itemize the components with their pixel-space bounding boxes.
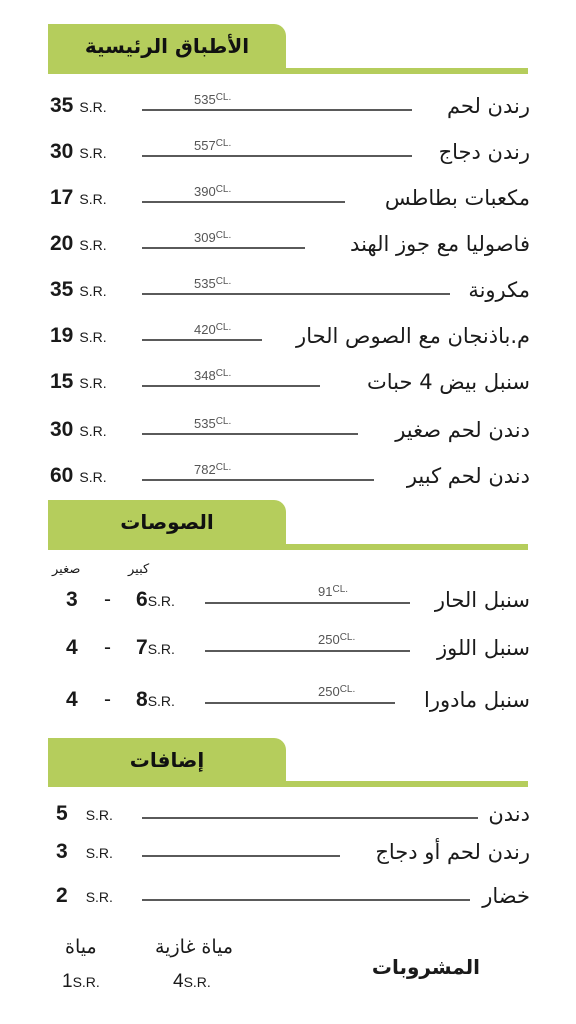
drinks-title: المشروبات <box>371 955 480 979</box>
dish-name: فاصوليا مع جوز الهند <box>350 232 530 256</box>
dish-leader-line <box>142 339 262 341</box>
main-dish-row <box>0 186 576 222</box>
sauce-cl: $250^{CL.}$ <box>318 632 356 647</box>
sauce-name: سنبل مادورا <box>424 688 530 712</box>
sauce-cl: $250^{CL.}$ <box>318 684 356 699</box>
sauces-title: الصوصات <box>120 510 214 534</box>
addition-name: دندن <box>488 802 530 826</box>
main-dish-row <box>0 278 576 314</box>
main-dish-row <box>0 464 576 500</box>
sauce-small-price: 3 <box>66 588 78 611</box>
dish-price: 35 S.R. <box>50 94 107 117</box>
sauce-row <box>0 584 576 624</box>
dish-cl: $309^{CL.}$ <box>194 230 232 245</box>
additions-divider <box>48 781 528 787</box>
dish-leader-line <box>142 479 374 481</box>
main-dish-row <box>0 418 576 454</box>
main-dishes-divider <box>48 68 528 74</box>
sauce-row <box>0 632 576 672</box>
addition-row <box>0 884 576 920</box>
main-dish-row <box>0 370 576 406</box>
dish-name: م.باذنجان مع الصوص الحار <box>296 324 530 348</box>
dish-name: رندن لحم <box>446 94 530 118</box>
addition-leader-line <box>142 899 470 901</box>
additions-title: إضافات <box>129 748 205 772</box>
additions-tab <box>48 738 286 784</box>
sauce-row <box>0 684 576 724</box>
dish-leader-line <box>142 247 305 249</box>
dish-price: 20 S.R. <box>50 232 107 255</box>
main-dishes-title: الأطباق الرئيسية <box>84 34 250 58</box>
dish-cl: $557^{CL.}$ <box>194 138 232 153</box>
dish-leader-line <box>142 293 450 295</box>
sauces-tab <box>48 500 286 546</box>
addition-row <box>0 840 576 876</box>
dish-price: 30 S.R. <box>50 140 107 163</box>
addition-price: 3 S.R. <box>56 840 113 863</box>
dish-name: دندن لحم صغير <box>395 418 530 442</box>
sauce-leader-line <box>205 650 410 652</box>
drink-name-soda: مياة غازية <box>155 936 234 958</box>
dish-leader-line <box>142 109 412 111</box>
main-dish-row <box>0 140 576 176</box>
sauce-large-price: 7S.R. <box>136 636 175 659</box>
large-size-label: كبير <box>128 562 150 577</box>
drink-name-water: مياة <box>65 936 97 958</box>
dish-cl: $535^{CL.}$ <box>194 276 232 291</box>
dish-price: 15 S.R. <box>50 370 107 393</box>
dish-cl: $782^{CL.}$ <box>194 462 232 477</box>
sauce-cl: $91^{CL.}$ <box>318 584 349 599</box>
drink-price-water: 1S.R. <box>62 971 100 992</box>
sauces-divider <box>48 544 528 550</box>
sauce-small-price: 4 <box>66 688 78 711</box>
sauce-dash: - <box>104 636 111 659</box>
sauce-large-price: 8S.R. <box>136 688 175 711</box>
main-dish-row <box>0 94 576 130</box>
addition-leader-line <box>142 817 478 819</box>
addition-name: خضار <box>482 884 530 908</box>
dish-name: دندن لحم كبير <box>406 464 530 488</box>
dish-leader-line <box>142 155 412 157</box>
dish-name: مكعبات بطاطس <box>384 186 530 210</box>
sauce-name: سنبل الحار <box>434 588 530 612</box>
drink-price-soda: 4S.R. <box>173 971 211 992</box>
dish-cl: $348^{CL.}$ <box>194 368 232 383</box>
dish-price: 35 S.R. <box>50 278 107 301</box>
sauce-small-price: 4 <box>66 636 78 659</box>
dish-price: 17 S.R. <box>50 186 107 209</box>
dish-leader-line <box>142 385 320 387</box>
sauce-name: سنبل اللوز <box>436 636 530 660</box>
dish-name: رندن دجاج <box>438 140 530 164</box>
addition-name: رندن لحم أو دجاج <box>375 840 530 864</box>
addition-price: 2 S.R. <box>56 884 113 907</box>
dish-name: مكرونة <box>468 278 530 302</box>
main-dish-row <box>0 232 576 268</box>
dish-name: سنبل بيض 4 حبات <box>367 370 530 394</box>
addition-row <box>0 802 576 838</box>
dish-cl: $535^{CL.}$ <box>194 92 232 107</box>
addition-leader-line <box>142 855 340 857</box>
dish-cl: $420^{CL.}$ <box>194 322 232 337</box>
sauce-leader-line <box>205 602 410 604</box>
dish-cl: $390^{CL.}$ <box>194 184 232 199</box>
addition-price: 5 S.R. <box>56 802 113 825</box>
sauce-dash: - <box>104 588 111 611</box>
small-size-label: صغير <box>52 562 81 577</box>
dish-leader-line <box>142 433 358 435</box>
sauce-leader-line <box>205 702 395 704</box>
dish-price: 19 S.R. <box>50 324 107 347</box>
sauce-dash: - <box>104 688 111 711</box>
dish-price: 30 S.R. <box>50 418 107 441</box>
dish-leader-line <box>142 201 345 203</box>
sauce-large-price: 6S.R. <box>136 588 175 611</box>
main-dish-row <box>0 324 576 360</box>
dish-cl: $535^{CL.}$ <box>194 416 232 431</box>
main-dishes-tab <box>48 24 286 70</box>
dish-price: 60 S.R. <box>50 464 107 487</box>
